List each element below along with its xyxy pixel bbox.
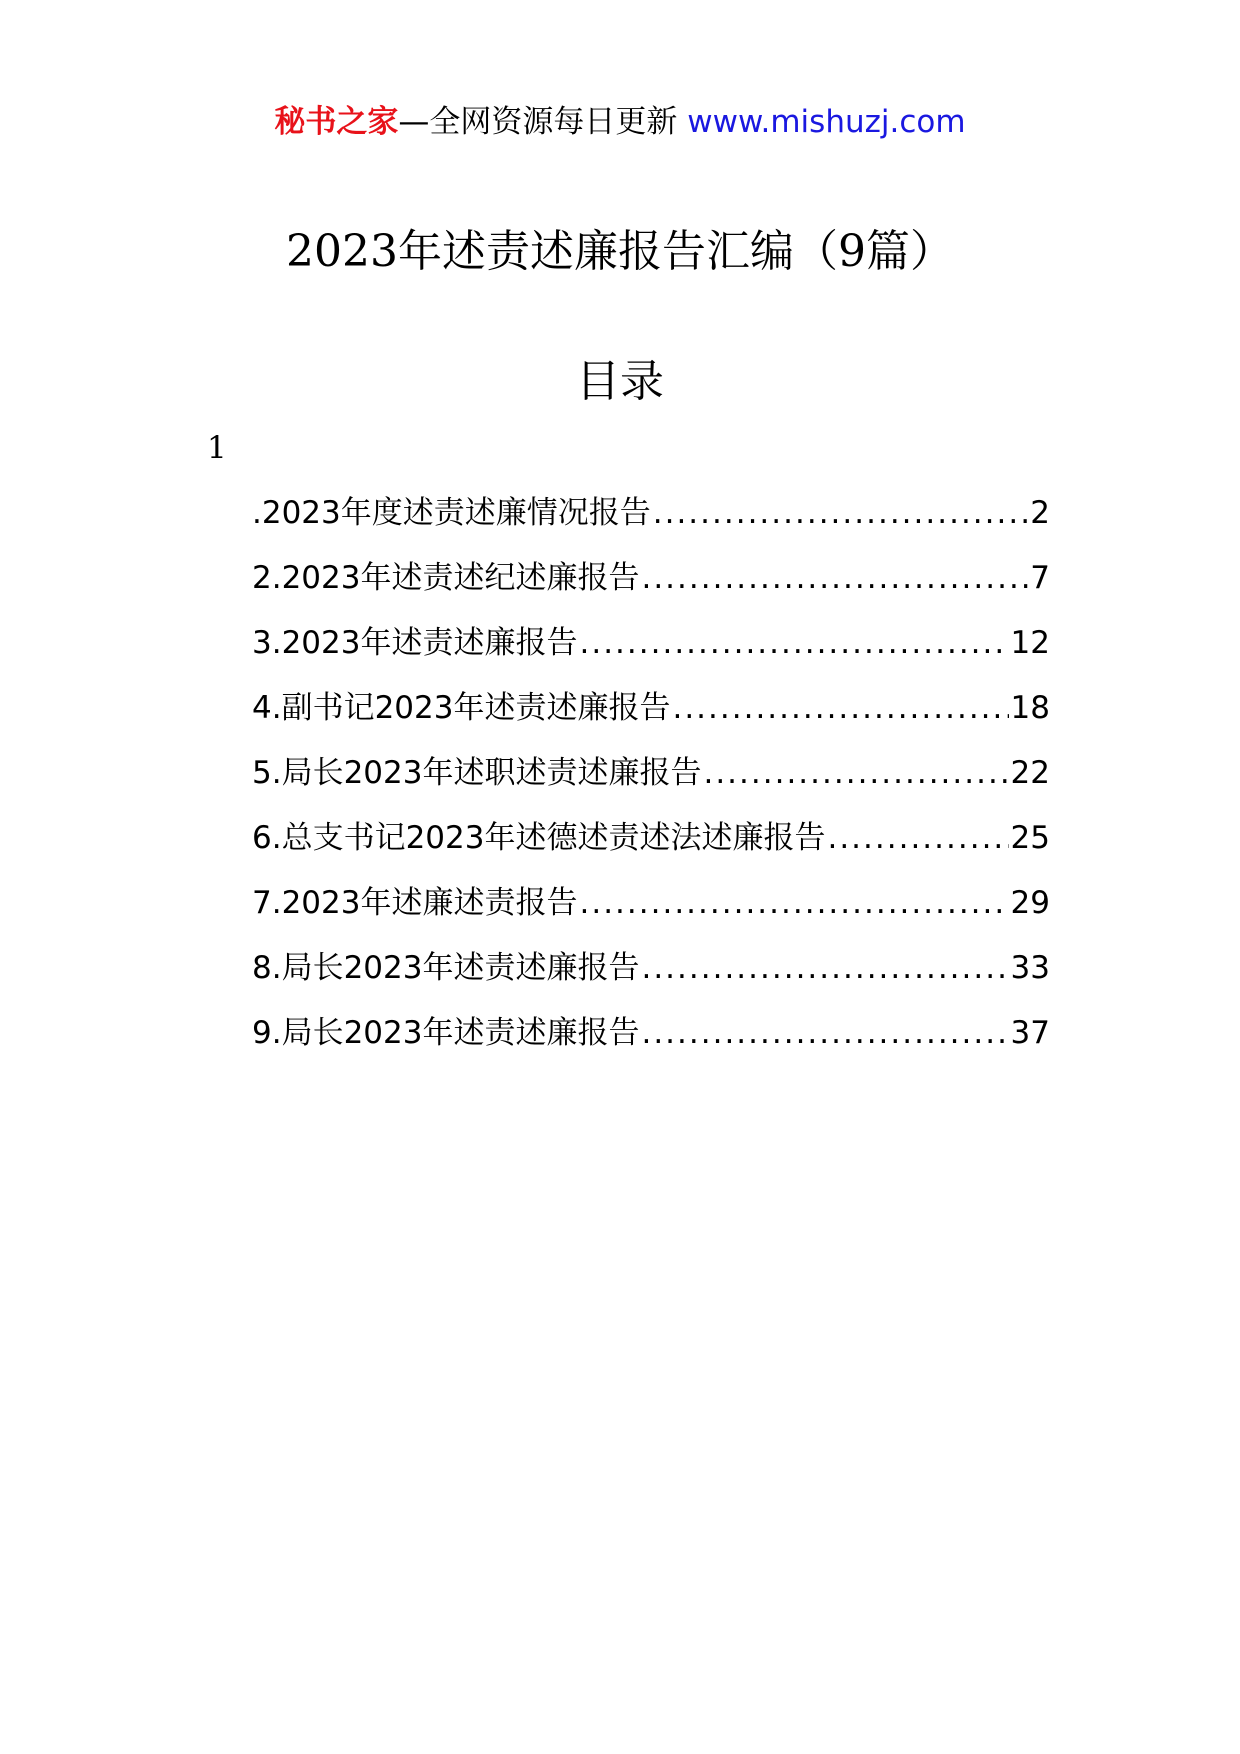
toc-page-number: 37 [1010, 1015, 1050, 1051]
toc-entry[interactable] [252, 687, 1050, 752]
toc-dot-leader [579, 882, 1008, 924]
toc-entry[interactable] [252, 622, 1050, 687]
brand-name: 秘书之家 [274, 104, 399, 140]
toc-page-number: 33 [1010, 950, 1050, 986]
toc-entry[interactable] [252, 557, 1050, 622]
toc-entry-title: 7.2023年述廉述责报告 [252, 885, 578, 921]
toc-dot-leader [827, 817, 1008, 859]
header-slogan: —全网资源每日更新 [398, 104, 678, 140]
toc-entry[interactable] [252, 1012, 1050, 1077]
toc-page-number: 18 [1010, 690, 1050, 726]
toc-entry[interactable] [252, 947, 1050, 1012]
toc-dot-leader [579, 622, 1008, 664]
toc-entry-title: 3.2023年述责述廉报告 [252, 625, 578, 661]
toc-page-number: 2 [1030, 495, 1050, 531]
toc-entry-title: 4.副书记2023年述责述廉报告 [252, 690, 671, 726]
header-banner [0, 100, 1240, 144]
toc-dot-leader [672, 687, 1008, 729]
toc-entry-title: 2.2023年述责述纪述廉报告 [252, 560, 640, 596]
toc-entry-title: 6.总支书记2023年述德述责述法述廉报告 [252, 820, 826, 856]
toc-entry[interactable] [252, 752, 1050, 817]
toc-dot-leader [641, 1012, 1008, 1054]
toc-page-number: 22 [1010, 755, 1050, 791]
stray-number: 1 [207, 430, 227, 466]
toc-dot-leader [641, 557, 1028, 599]
table-of-contents [252, 492, 1050, 1077]
toc-dot-leader [703, 752, 1008, 794]
toc-page-number: 7 [1030, 560, 1050, 596]
toc-entry-title: 8.局长2023年述责述廉报告 [252, 950, 640, 986]
document-title: 2023年述责述廉报告汇编（9篇） [286, 226, 954, 277]
toc-dot-leader [641, 947, 1008, 989]
toc-entry[interactable] [252, 882, 1050, 947]
toc-heading: 目录 [576, 356, 664, 407]
site-url-link[interactable]: www.mishuzj.com [687, 104, 966, 140]
toc-entry-title: .2023年度述责述廉情况报告 [252, 495, 651, 531]
toc-entry-title: 9.局长2023年述责述廉报告 [252, 1015, 640, 1051]
toc-dot-leader [653, 492, 1029, 534]
toc-entry[interactable] [252, 817, 1050, 882]
toc-entry[interactable] [252, 492, 1050, 557]
toc-page-number: 25 [1010, 820, 1050, 856]
toc-entry-title: 5.局长2023年述职述责述廉报告 [252, 755, 702, 791]
toc-page-number: 12 [1010, 625, 1050, 661]
toc-page-number: 29 [1010, 885, 1050, 921]
